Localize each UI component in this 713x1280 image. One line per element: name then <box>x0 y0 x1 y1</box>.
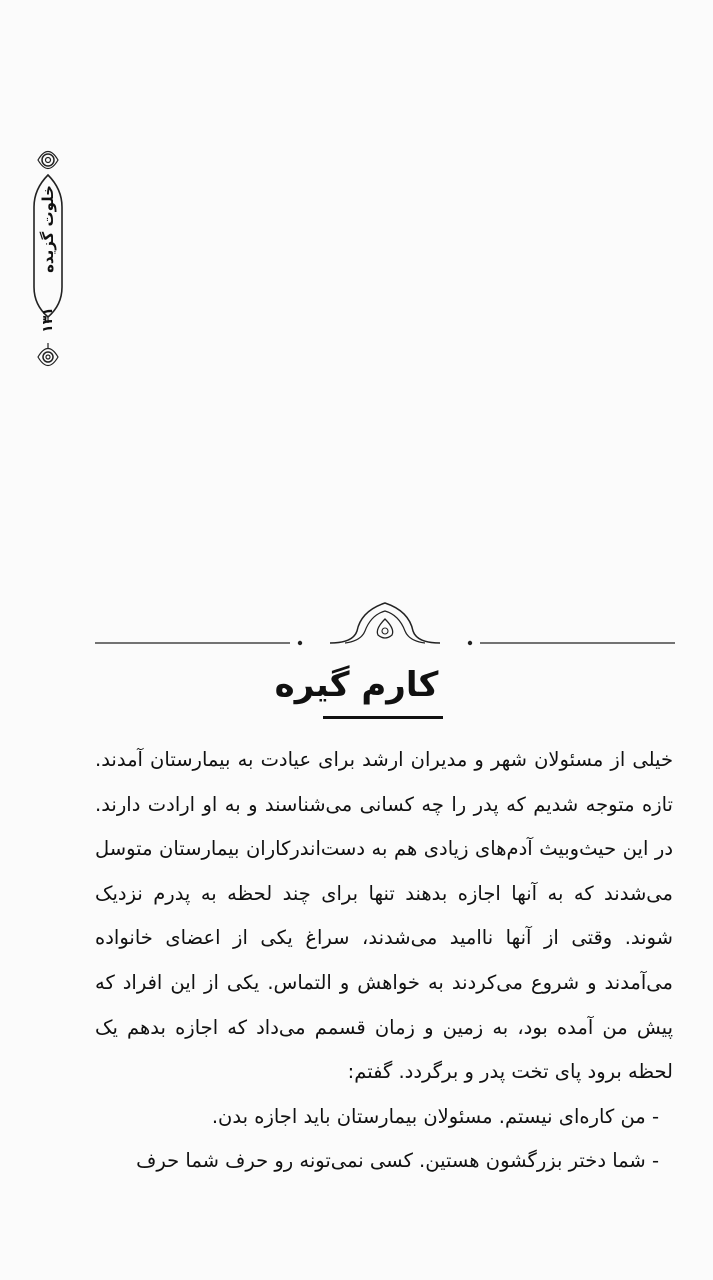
page-number: ۱۳۱ <box>40 307 56 333</box>
body-text <box>95 738 673 1184</box>
chapter-ornament-icon <box>95 595 675 665</box>
chapter-title-underline <box>323 716 443 719</box>
running-header-book-title: خلوت گزیده <box>39 185 57 273</box>
body-paragraph: خیلی از مسئولان شهر و مدیران ارشد برای عیادت به بیمارستان آمدند. تازه متوجه شدیم که پدر را چه کسانی می‌شناسند و به او ارادت دارند. در این حیث‌وبیث آدم‌های زیادی هم به دست‌اندرکاران بیمارستان متوسل می‌شدند که به آنها اجازه بدهند تنها برای چند لحظه به پدرم نزدیک شوند. وقتی از آنها ناامید می‌شدند، سراغ یکی از اعضای خانواده می‌آمدند و شروع می‌کردند به خواهش و التماس. یکی از این افراد که پیش من آمده بود، به زمین و زمان قسمم می‌داد که اجازه بدهم یک لحظه برود پای تخت پدر و برگردد. گفتم: <box>95 748 673 1084</box>
chapter-ornament <box>95 595 675 665</box>
dialogue-line: - من کاره‌ای نیستم. مسئولان بیمارستان باید اجازه بدن. <box>211 1104 659 1128</box>
dialogue-line: - شما دختر بزرگشون هستین. کسی نمی‌تونه رو حرف شما حرف <box>136 1149 659 1173</box>
running-header <box>30 145 66 375</box>
chapter-title: کارم گیره <box>274 665 439 705</box>
